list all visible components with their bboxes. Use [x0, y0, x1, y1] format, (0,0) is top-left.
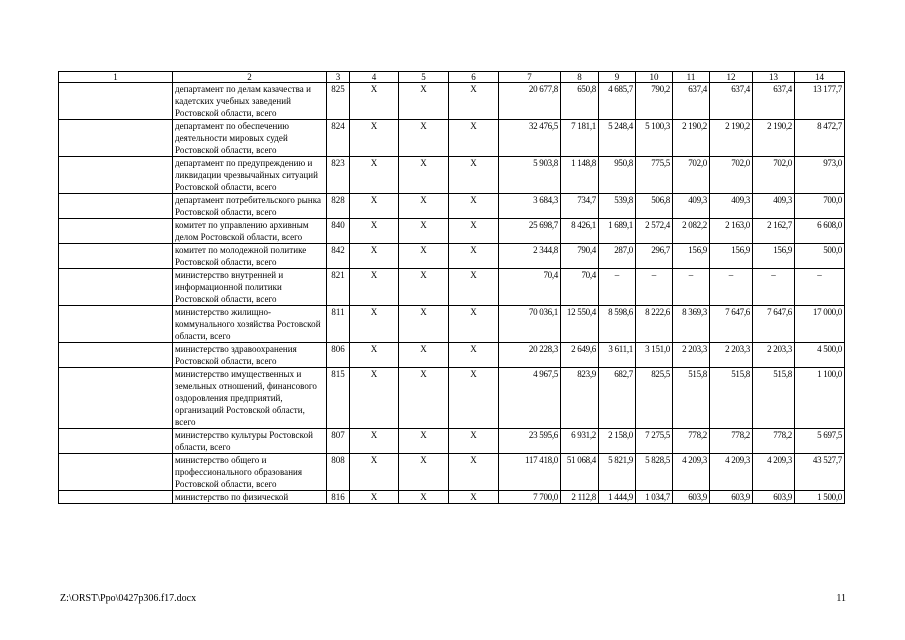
row-name: министерство по физической — [173, 491, 327, 504]
row-value-9: 8 598,6 — [599, 306, 636, 343]
footer-page-number: 11 — [836, 593, 846, 604]
row-col6: Х — [449, 120, 499, 157]
row-col5: Х — [399, 306, 449, 343]
row-value-13: 2 162,7 — [753, 219, 795, 244]
table-header — [59, 72, 845, 83]
row-col5: Х — [399, 194, 449, 219]
row-value-12: 515,8 — [710, 368, 753, 429]
row-blank-cell — [59, 343, 173, 368]
row-value-14: 43 527,7 — [795, 454, 845, 491]
row-value-13: 515,8 — [753, 368, 795, 429]
row-name: министерство общего и профессионального образования Ростовской области, всего — [173, 454, 327, 491]
row-value-12: 409,3 — [710, 194, 753, 219]
row-value-7: 20 228,3 — [499, 343, 561, 368]
row-value-14: 1 500,0 — [795, 491, 845, 504]
column-header: 13 — [753, 72, 795, 83]
row-value-10: 506,8 — [636, 194, 673, 219]
table-row — [59, 83, 845, 120]
row-value-11: 2 203,3 — [673, 343, 710, 368]
row-col6: Х — [449, 429, 499, 454]
row-value-10: 7 275,5 — [636, 429, 673, 454]
row-value-11: 603,9 — [673, 491, 710, 504]
row-value-7: 117 418,0 — [499, 454, 561, 491]
row-value-9: – — [599, 269, 636, 306]
row-value-10: 5 828,5 — [636, 454, 673, 491]
row-value-8: 2 112,8 — [561, 491, 599, 504]
row-col5: Х — [399, 491, 449, 504]
row-col5: Х — [399, 157, 449, 194]
row-name: министерство здравоохранения Ростовской области, всего — [173, 343, 327, 368]
row-value-14: 13 177,7 — [795, 83, 845, 120]
table-row — [59, 368, 845, 429]
table-row — [59, 244, 845, 269]
row-col6: Х — [449, 244, 499, 269]
row-name: комитет по управлению архивным делом Ростовской области, всего — [173, 219, 327, 244]
row-value-14: 1 100,0 — [795, 368, 845, 429]
row-col4: Х — [350, 244, 399, 269]
column-header: 9 — [599, 72, 636, 83]
budget-table — [58, 71, 845, 504]
row-value-10: 3 151,0 — [636, 343, 673, 368]
row-col4: Х — [350, 120, 399, 157]
row-name: департамент потребительского рынка Ростовской области, всего — [173, 194, 327, 219]
column-header: 12 — [710, 72, 753, 83]
column-header: 6 — [449, 72, 499, 83]
row-value-11: 637,4 — [673, 83, 710, 120]
row-blank-cell — [59, 269, 173, 306]
table-row — [59, 194, 845, 219]
row-value-8: 1 148,8 — [561, 157, 599, 194]
row-code: 807 — [327, 429, 350, 454]
row-value-10: 775,5 — [636, 157, 673, 194]
column-header: 2 — [173, 72, 327, 83]
table-row — [59, 491, 845, 504]
column-header: 3 — [327, 72, 350, 83]
row-value-8: 6 931,2 — [561, 429, 599, 454]
row-col4: Х — [350, 157, 399, 194]
column-header: 1 — [59, 72, 173, 83]
row-value-11: 4 209,3 — [673, 454, 710, 491]
row-value-13: 409,3 — [753, 194, 795, 219]
row-value-14: 8 472,7 — [795, 120, 845, 157]
row-code: 815 — [327, 368, 350, 429]
row-value-10: 5 100,3 — [636, 120, 673, 157]
row-col6: Х — [449, 491, 499, 504]
row-value-7: 4 967,5 — [499, 368, 561, 429]
row-value-11: 409,3 — [673, 194, 710, 219]
row-value-9: 5 248,4 — [599, 120, 636, 157]
row-col6: Х — [449, 269, 499, 306]
row-value-14: 500,0 — [795, 244, 845, 269]
row-value-12: 2 190,2 — [710, 120, 753, 157]
row-value-12: 702,0 — [710, 157, 753, 194]
row-code: 821 — [327, 269, 350, 306]
row-col6: Х — [449, 343, 499, 368]
row-value-14: 17 000,0 — [795, 306, 845, 343]
row-value-8: 650,8 — [561, 83, 599, 120]
row-value-7: 20 677,8 — [499, 83, 561, 120]
row-value-10: 790,2 — [636, 83, 673, 120]
row-value-8: 2 649,6 — [561, 343, 599, 368]
row-value-14: 973,0 — [795, 157, 845, 194]
row-col4: Х — [350, 343, 399, 368]
row-value-13: – — [753, 269, 795, 306]
row-value-11: 8 369,3 — [673, 306, 710, 343]
row-value-9: 287,0 — [599, 244, 636, 269]
row-value-8: 8 426,1 — [561, 219, 599, 244]
row-value-10: 2 572,4 — [636, 219, 673, 244]
column-header: 11 — [673, 72, 710, 83]
row-name: департамент по обеспечению деятельности мировых судей Ростовской области, всего — [173, 120, 327, 157]
row-value-12: 4 209,3 — [710, 454, 753, 491]
row-name: министерство имущественных и земельных отношений, финансового оздоровления предприятий, организаций Ростовской области, всего — [173, 368, 327, 429]
row-value-12: 603,9 — [710, 491, 753, 504]
table-row — [59, 454, 845, 491]
table-row — [59, 269, 845, 306]
row-value-7: 2 344,8 — [499, 244, 561, 269]
row-value-11: 2 082,2 — [673, 219, 710, 244]
row-value-7: 70,4 — [499, 269, 561, 306]
row-code: 811 — [327, 306, 350, 343]
row-value-14: 4 500,0 — [795, 343, 845, 368]
column-header: 8 — [561, 72, 599, 83]
row-col5: Х — [399, 244, 449, 269]
table-body — [59, 83, 845, 504]
row-code: 840 — [327, 219, 350, 244]
row-value-8: 734,7 — [561, 194, 599, 219]
row-value-9: 3 611,1 — [599, 343, 636, 368]
table-row — [59, 343, 845, 368]
row-col6: Х — [449, 157, 499, 194]
row-value-11: 156,9 — [673, 244, 710, 269]
row-value-14: 6 608,0 — [795, 219, 845, 244]
row-col4: Х — [350, 368, 399, 429]
table-row — [59, 157, 845, 194]
row-value-13: 702,0 — [753, 157, 795, 194]
row-name: министерство жилищно-коммунального хозяйства Ростовской области, всего — [173, 306, 327, 343]
row-blank-cell — [59, 244, 173, 269]
row-col5: Х — [399, 368, 449, 429]
table-row — [59, 219, 845, 244]
row-col5: Х — [399, 343, 449, 368]
row-value-13: 603,9 — [753, 491, 795, 504]
row-name: департамент по делам казачества и кадетских учебных заведений Ростовской области, всего — [173, 83, 327, 120]
row-value-8: 7 181,1 — [561, 120, 599, 157]
row-col6: Х — [449, 194, 499, 219]
row-col5: Х — [399, 83, 449, 120]
row-value-14: 5 697,5 — [795, 429, 845, 454]
row-col4: Х — [350, 194, 399, 219]
row-blank-cell — [59, 306, 173, 343]
row-col5: Х — [399, 454, 449, 491]
row-value-13: 2 203,3 — [753, 343, 795, 368]
row-value-9: 5 821,9 — [599, 454, 636, 491]
row-value-9: 1 689,1 — [599, 219, 636, 244]
row-value-7: 5 903,8 — [499, 157, 561, 194]
row-blank-cell — [59, 120, 173, 157]
row-col4: Х — [350, 83, 399, 120]
row-value-8: 12 550,4 — [561, 306, 599, 343]
row-col5: Х — [399, 219, 449, 244]
row-name: комитет по молодежной политике Ростовской области, всего — [173, 244, 327, 269]
row-value-10: 8 222,6 — [636, 306, 673, 343]
row-blank-cell — [59, 219, 173, 244]
row-value-11: 2 190,2 — [673, 120, 710, 157]
row-value-13: 637,4 — [753, 83, 795, 120]
row-value-10: – — [636, 269, 673, 306]
row-col4: Х — [350, 306, 399, 343]
row-value-12: 2 163,0 — [710, 219, 753, 244]
row-value-7: 23 595,6 — [499, 429, 561, 454]
row-code: 816 — [327, 491, 350, 504]
row-value-10: 1 034,7 — [636, 491, 673, 504]
row-col4: Х — [350, 491, 399, 504]
row-col4: Х — [350, 454, 399, 491]
row-code: 806 — [327, 343, 350, 368]
row-value-7: 7 700,0 — [499, 491, 561, 504]
row-value-7: 32 476,5 — [499, 120, 561, 157]
row-code: 828 — [327, 194, 350, 219]
row-blank-cell — [59, 157, 173, 194]
row-value-7: 3 684,3 — [499, 194, 561, 219]
row-col4: Х — [350, 429, 399, 454]
row-value-9: 539,8 — [599, 194, 636, 219]
row-value-9: 682,7 — [599, 368, 636, 429]
column-header: 4 — [350, 72, 399, 83]
row-name: департамент по предупреждению и ликвидации чрезвычайных ситуаций Ростовской области, всего — [173, 157, 327, 194]
row-value-8: 70,4 — [561, 269, 599, 306]
row-col6: Х — [449, 368, 499, 429]
row-col6: Х — [449, 219, 499, 244]
row-blank-cell — [59, 83, 173, 120]
row-blank-cell — [59, 194, 173, 219]
column-header: 14 — [795, 72, 845, 83]
row-value-14: – — [795, 269, 845, 306]
row-value-10: 825,5 — [636, 368, 673, 429]
row-value-13: 156,9 — [753, 244, 795, 269]
column-header: 10 — [636, 72, 673, 83]
row-value-11: – — [673, 269, 710, 306]
table-row — [59, 120, 845, 157]
row-code: 842 — [327, 244, 350, 269]
row-code: 824 — [327, 120, 350, 157]
row-value-14: 700,0 — [795, 194, 845, 219]
row-col6: Х — [449, 83, 499, 120]
row-col4: Х — [350, 219, 399, 244]
row-code: 808 — [327, 454, 350, 491]
row-value-12: 2 203,3 — [710, 343, 753, 368]
row-code: 823 — [327, 157, 350, 194]
row-blank-cell — [59, 429, 173, 454]
row-col6: Х — [449, 454, 499, 491]
row-value-12: – — [710, 269, 753, 306]
row-value-11: 702,0 — [673, 157, 710, 194]
row-value-8: 790,4 — [561, 244, 599, 269]
row-blank-cell — [59, 491, 173, 504]
row-blank-cell — [59, 368, 173, 429]
row-value-7: 70 036,1 — [499, 306, 561, 343]
row-value-8: 51 068,4 — [561, 454, 599, 491]
row-value-8: 823,9 — [561, 368, 599, 429]
row-value-13: 778,2 — [753, 429, 795, 454]
row-col6: Х — [449, 306, 499, 343]
table-row — [59, 429, 845, 454]
row-value-10: 296,7 — [636, 244, 673, 269]
row-col4: Х — [350, 269, 399, 306]
header-row — [59, 72, 845, 83]
row-value-12: 637,4 — [710, 83, 753, 120]
row-value-12: 778,2 — [710, 429, 753, 454]
row-value-9: 2 158,0 — [599, 429, 636, 454]
row-value-9: 4 685,7 — [599, 83, 636, 120]
row-value-11: 778,2 — [673, 429, 710, 454]
column-header: 5 — [399, 72, 449, 83]
row-value-13: 2 190,2 — [753, 120, 795, 157]
row-col5: Х — [399, 269, 449, 306]
row-value-12: 7 647,6 — [710, 306, 753, 343]
row-value-9: 950,8 — [599, 157, 636, 194]
row-name: министерство внутренней и информационной политики Ростовской области, всего — [173, 269, 327, 306]
row-code: 825 — [327, 83, 350, 120]
row-value-11: 515,8 — [673, 368, 710, 429]
row-col5: Х — [399, 120, 449, 157]
row-name: министерство культуры Ростовской области, всего — [173, 429, 327, 454]
row-value-13: 7 647,6 — [753, 306, 795, 343]
table-row — [59, 306, 845, 343]
row-value-9: 1 444,9 — [599, 491, 636, 504]
row-value-12: 156,9 — [710, 244, 753, 269]
row-blank-cell — [59, 454, 173, 491]
row-value-13: 4 209,3 — [753, 454, 795, 491]
row-col5: Х — [399, 429, 449, 454]
row-value-7: 25 698,7 — [499, 219, 561, 244]
footer-file-path: Z:\ORST\Ppo\0427p306.f17.docx — [60, 593, 197, 604]
column-header: 7 — [499, 72, 561, 83]
